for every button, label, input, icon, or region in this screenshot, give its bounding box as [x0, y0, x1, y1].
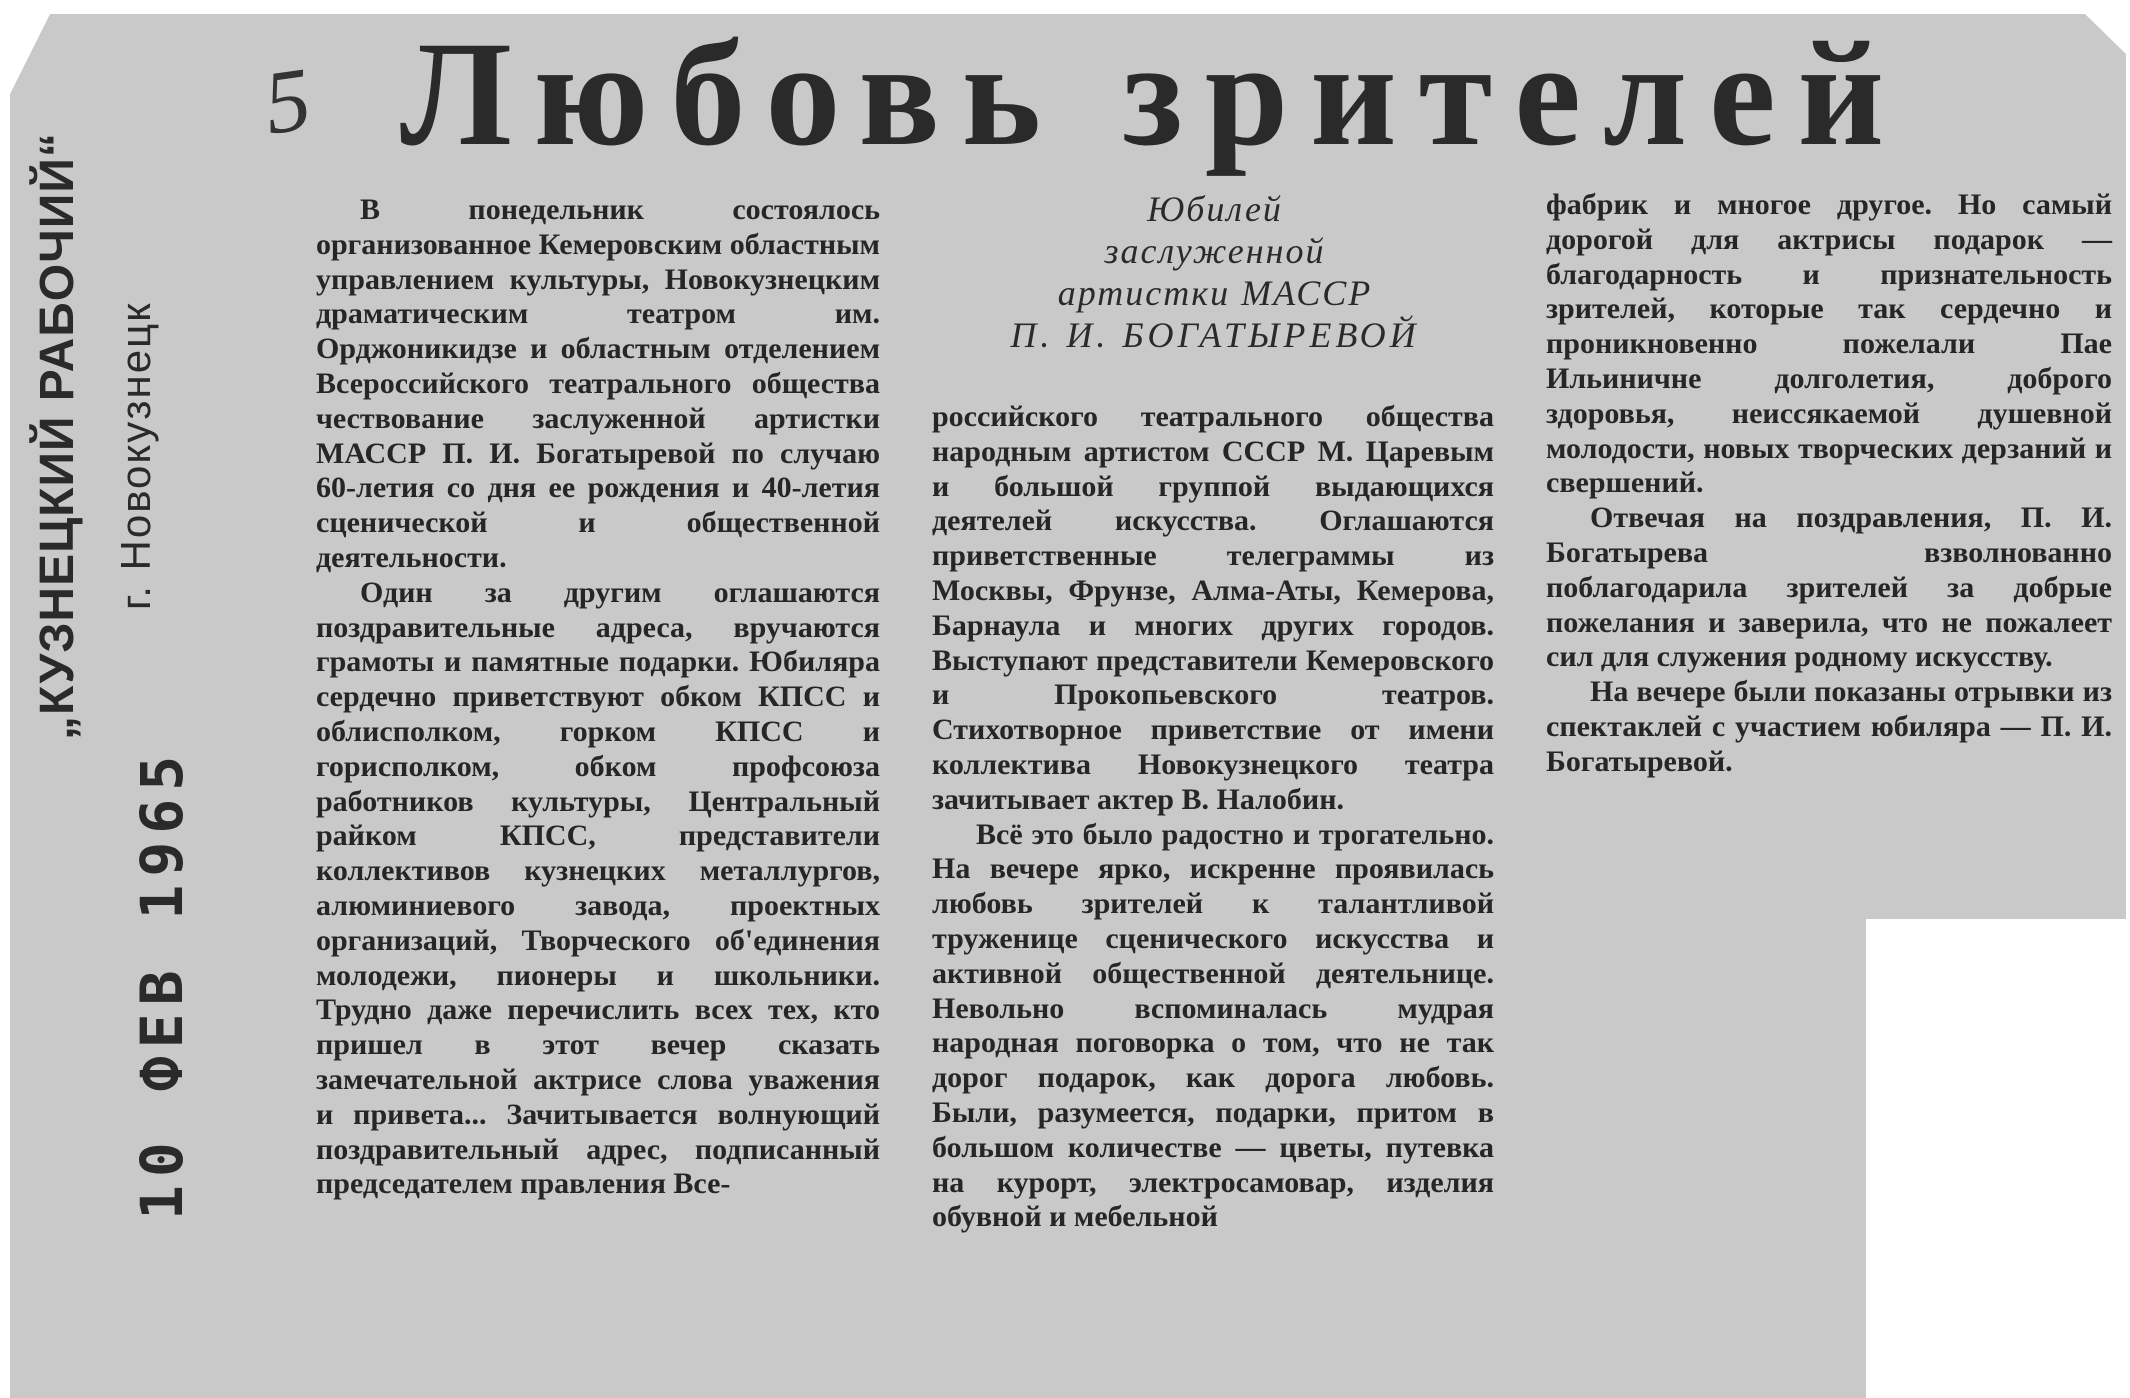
article-subtitle: [930, 188, 1500, 356]
newspaper-city-text: г. Новокузнецк: [112, 301, 159, 610]
subtitle-line: заслуженной: [1104, 231, 1326, 271]
subtitle-line: артистки МАССР: [1057, 273, 1373, 313]
subtitle-line: Юбилей: [1147, 189, 1283, 229]
article-column-2: [932, 400, 1494, 1235]
article-paragraph: На вечере были показаны отрывки из спектаклей с участием юбиляра — П. И. Богатыревой.: [1546, 675, 2112, 778]
article-column-3: [1546, 188, 2112, 780]
article-headline: Любовь зрителей: [400, 11, 1907, 177]
article-paragraph: фабрик и многое другое. Но самый дорогой для актрисы подарок — благодарность и признательность зрителей, которые так сердечно и проникновенно пожелали Пае Ильиничне долголетия, доброго здоровья, неиссякаемой душевной молодости, новых творческих дерзаний и свершений.: [1546, 188, 2112, 500]
article-paragraph: Один за другим оглашаются поздравительные адреса, вручаются грамоты и памятные подарки. Юбиляра сердечно приветствуют обком КПСС и облисполком, горком КПСС и горисполком, обком профсоюза работников культуры, Центральный райком КПСС, представители коллективов кузнецких металлургов, алюминиевого завода, проектных организаций, Творческого об'единения молодежи, пионеры и школьники. Трудно даже перечислить всех тех, кто пришел в этот вечер сказать замечательной актрисе слова уважения и привета... Зачитывается волнующий поздравительный адрес, подписанный председателем правления Все-: [316, 575, 880, 1201]
subtitle-line: П. И. БОГАТЫРЕВОЙ: [1010, 315, 1420, 355]
date-stamp-text: 10 ФЕВ 1965: [128, 747, 196, 1220]
article-column-1: [316, 193, 880, 1202]
handwritten-mark: 5: [258, 49, 317, 154]
newspaper-name: [20, 132, 100, 740]
newspaper-city: [112, 250, 172, 610]
date-stamp: [128, 747, 198, 1220]
article-paragraph: Отвечая на поздравления, П. И. Богатырева взволнованно поблагодарила зрителей за добрые пожелания и заверила, что не пожалеет сил для служения родному искусству.: [1546, 501, 2112, 674]
article-paragraph: Всё это было радостно и трогательно. На вечере ярко, искренне проявилась любовь зрителей к талантливой труженице сценического искусства и активной общественной деятельнице. Невольно вспоминалась мудрая народная поговорка о том, что не так дорог подарок, как дорога любовь. Были, разумеется, подарки, притом в большом количестве — цветы, путевка на курорт, электросамовар, изделия обувной и мебельной: [932, 817, 1494, 1234]
article-paragraph: российского театрального общества народным артистом СССР М. Царевым и большой группой выдающихся деятелей искусства. Оглашаются приветственные телеграммы из Москвы, Фрунзе, Алма-Аты, Кемерова, Барнаула и многих других городов. Выступают представители Кемеровского и Прокопьевского театров. Стихотворное приветствие от имени коллектива Новокузнецкого театра зачитывает актер В. Налобин.: [932, 400, 1494, 816]
newspaper-name-text: „КУЗНЕЦКИЙ РАБОЧИЙ“: [31, 132, 84, 740]
article-paragraph: В понедельник состоялось организованное Кемеровским областным управлением культуры, Новокузнецким драматическим театром им. Орджоникидзе и областным отделением Всероссийского театрального общества чествование заслуженной артистки МАССР П. И. Богатыревой по случаю 60-летия со дня ее рождения и 40-летия сценической и общественной деятельности.: [316, 193, 880, 574]
